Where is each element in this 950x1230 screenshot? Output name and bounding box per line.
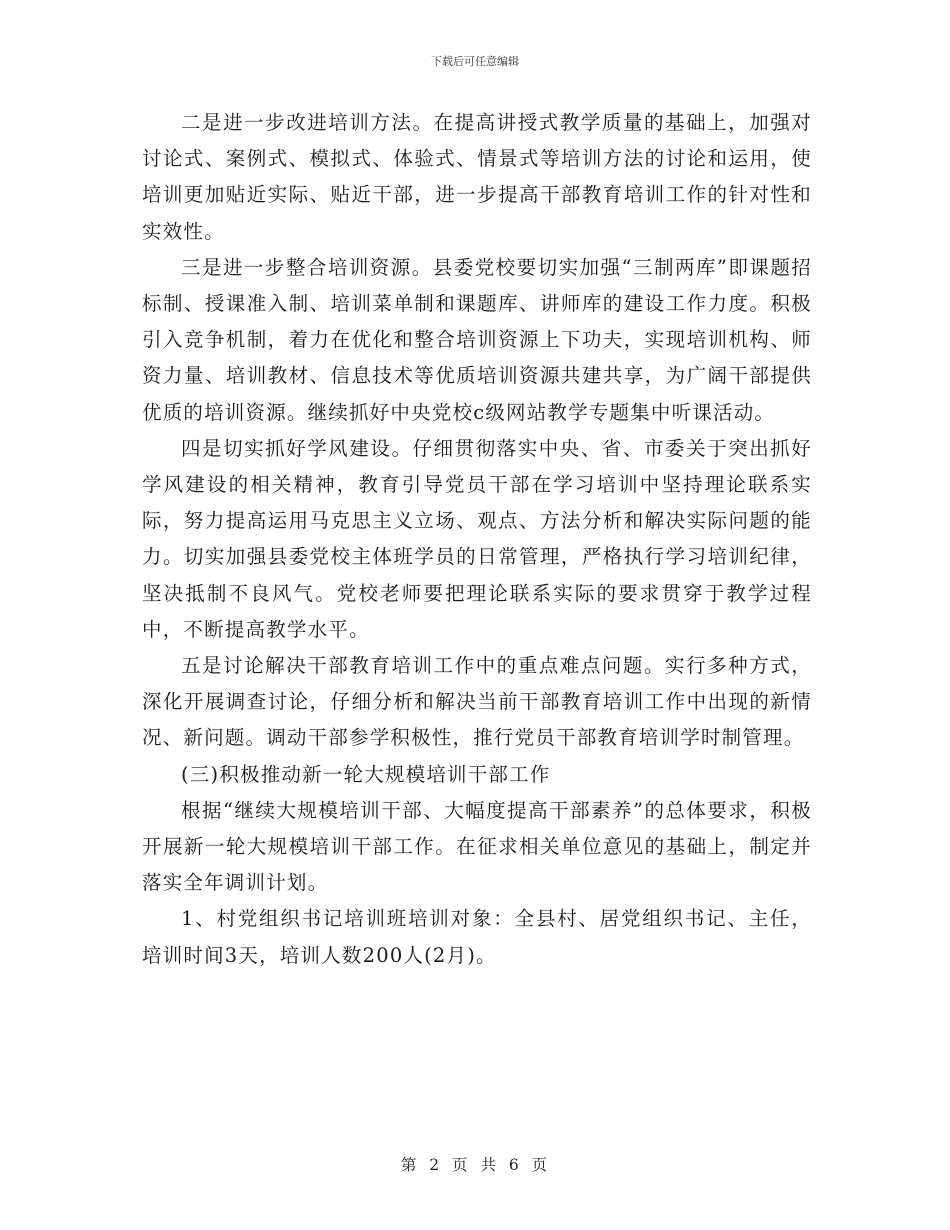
paragraph-resources: 三是进一步整合培训资源。县委党校要切实加强“三制两库”即课题招标制、授课准入制、培训菜单制和课题库、讲师库的建设工作力度。积极引入竞争机制，着力在优化和整合培训资源上下功夫，实现培训机构、师资力量、培训教材、信息技术等优质培训资源共建共享，为广阔干部提供优质的培训资源。继续抓好中央党校c级网站教学专题集中听课活动。: [142, 255, 812, 424]
paragraph-training-plan: 根据“继续大规模培训干部、大幅度提高干部素养”的总体要求，积极开展新一轮大规模培训干部工作。在征求相关单位意见的基础上，制定并落实全年调训计划。: [142, 798, 812, 895]
paragraph-village-secretary-training: 1、村党组织书记培训班培训对象：全县村、居党组织书记、主任，培训时间3天，培训人数200人(2月)。: [142, 907, 812, 967]
page-number: 第 2 页 共 6 页: [400, 1156, 550, 1174]
section-heading: (三)积极推动新一轮大规模培训干部工作: [181, 762, 551, 786]
paragraph-method: 二是进一步改进培训方法。在提高讲授式教学质量的基础上，加强对讨论式、案例式、模拟式、体验式、情景式等培训方法的讨论和运用，使培训更加贴近实际、贴近干部，进一步提高干部教育培训工作的针对性和实效性。: [142, 111, 812, 243]
document-body: [142, 105, 812, 974]
page-header: 下载后可任意编辑: [431, 55, 519, 68]
paragraph-key-issues: 五是讨论解决干部教育培训工作中的重点难点问题。实行多种方式，深化开展调查讨论，仔细分析和解决当前干部教育培训工作中出现的新情况、新问题。调动干部参学积极性，推行党员干部教育培训学时制管理。: [142, 654, 812, 750]
paragraph-study-style: 四是切实抓好学风建设。仔细贯彻落实中央、省、市委关于突出抓好学风建设的相关精神，教育引导党员干部在学习培训中坚持理论联系实际，努力提高运用马克思主义立场、观点、方法分析和解决实际问题的能力。切实加强县委党校主体班学员的日常管理，严格执行学习培训纪律，坚决抵制不良风气。党校老师要把理论联系实际的要求贯穿于教学过程中，不断提高教学水平。: [142, 436, 812, 641]
